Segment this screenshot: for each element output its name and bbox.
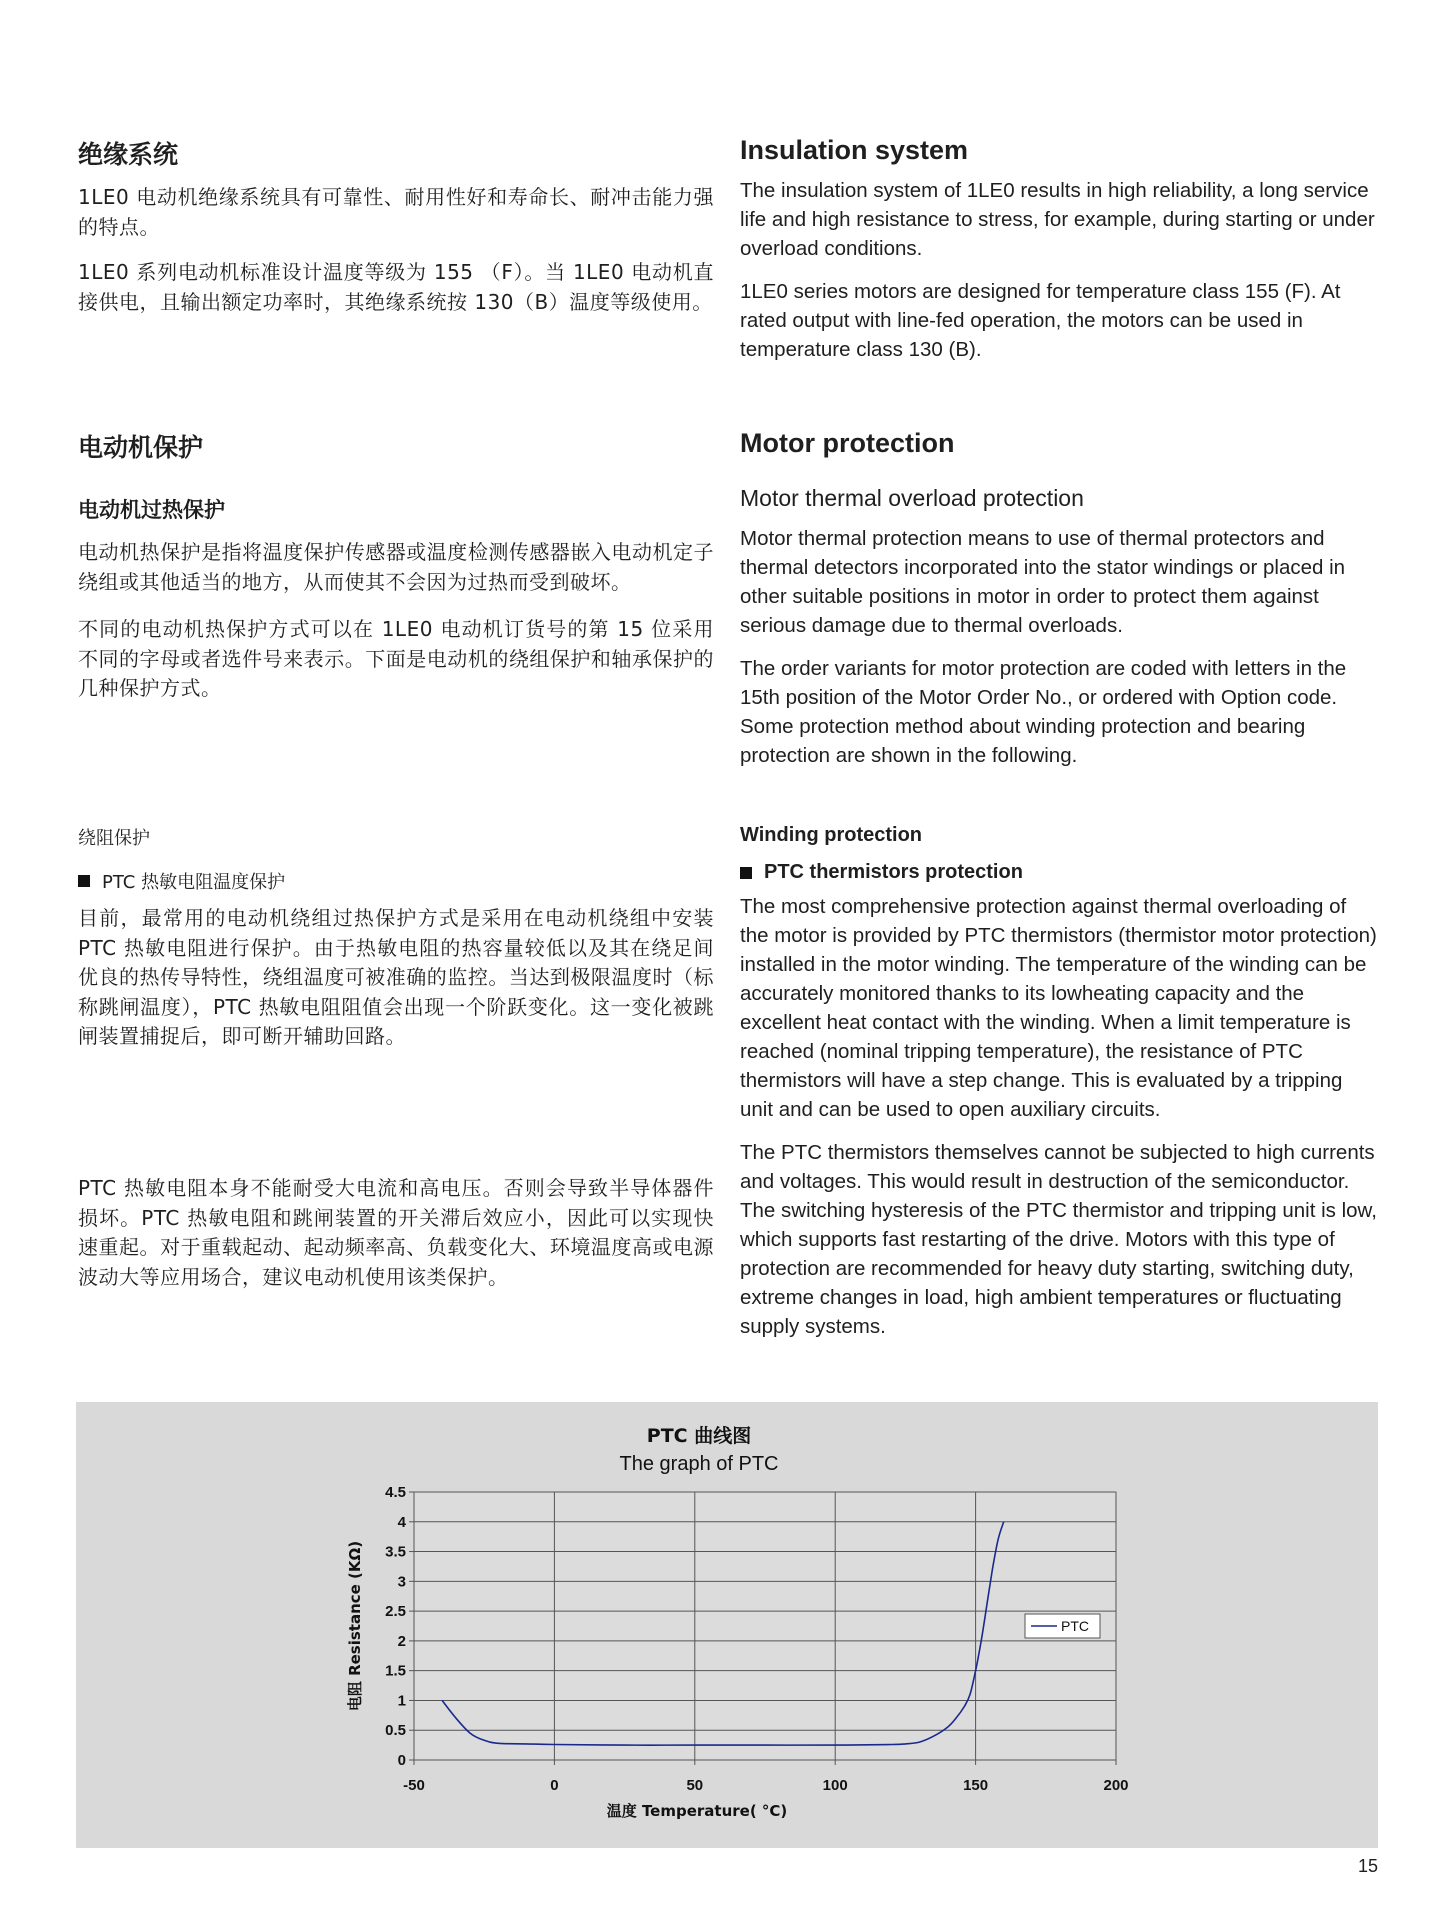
right-column (740, 135, 1380, 364)
insulation-p2-zh: 1LE0 系列电动机标准设计温度等级为 155 （F）。当 1LE0 电动机直接供电，且输出额定功率时，其绝缘系统按 130（B）温度等级使用。 (78, 260, 714, 314)
y-tick-label: 3 (397, 1573, 406, 1591)
page-number: 15 (1357, 1856, 1378, 1876)
legend-label-ptc: PTC (1061, 1618, 1089, 1634)
ptc-bullet-label-zh: PTC 热敏电阻温度保护 (102, 872, 286, 893)
right-winding-section (740, 824, 1380, 1341)
x-tick-label: 100 (822, 1777, 848, 1794)
motor-thermal-p2-zh: 不同的电动机热保护方式可以在 1LE0 电动机订货号的第 15 位采用不同的字母或者选件号来表示。下面是电动机的绕组保护和轴承保护的几种保护方式。 (78, 617, 714, 700)
square-bullet-icon (78, 875, 90, 887)
motor-thermal-title-zh: 电动机过热保护 (78, 498, 225, 522)
winding-title-zh: 绕阻保护 (78, 828, 150, 849)
chart-legend (1025, 1614, 1100, 1638)
insulation-p1-en: The insulation system of 1LE0 results in high reliability, a long service life and high resistance to stress, for example, during starting or under overload conditions. (740, 179, 1375, 260)
x-tick-label: 150 (963, 1777, 989, 1794)
ptc-chart (76, 1402, 1378, 1848)
chart-ylabel: 电阻 Resistance (KΩ) (346, 1540, 364, 1712)
winding-p1-zh: 目前，最常用的电动机绕组过热保护方式是采用在电动机绕组中安装 PTC 热敏电阻进行保护。由于热敏电阻的热容量较低以及其在绕足间优良的热传导特性，绕组温度可被准确的监控。当达到极限温度时（标称跳闸温度），PTC 热敏电阻阻值会出现一个阶跃变化。这一变化被跳闸装置捕捉后，即可断开辅助回路。 (78, 906, 714, 1048)
motor-protection-title-en: Motor protection (740, 428, 955, 458)
motor-thermal-title-en: Motor thermal overload protection (740, 485, 1084, 511)
left-winding-p2 (78, 1174, 714, 1292)
chart-subtitle: The graph of PTC (619, 1453, 779, 1475)
winding-title-en: Winding protection (740, 824, 923, 846)
left-motor-section (78, 428, 714, 704)
winding-p2-zh: PTC 热敏电阻本身不能耐受大电流和高电压。否则会导致半导体器件损坏。PTC 热敏电阻和跳闸装置的开关滞后效应小，因此可以实现快速重起。对于重载起动、起动频率高、负载变化大、环境温度高或电源波动大等应用场合，建议电动机使用该类保护。 (78, 1176, 714, 1289)
x-tick-label: 200 (1103, 1777, 1129, 1794)
right-motor-section (740, 428, 1380, 770)
y-tick-label: 0 (397, 1752, 406, 1769)
insulation-title-zh: 绝缘系统 (78, 140, 179, 169)
insulation-title-en: Insulation system (740, 135, 969, 165)
x-tick-label: 0 (550, 1777, 559, 1794)
winding-p2-en: The PTC thermistors themselves cannot be subjected to high currents and voltages. This would result in destruction of the semiconductor. The switching hysteresis of the PTC thermistor and tripping unit is low, which supports fast restarting of the drive. Motors with this type of protection are recommended for heavy duty starting, switching duty, extreme changes in load, high ambient temperatures or fluctuating supply systems. (740, 1141, 1377, 1338)
square-bullet-icon (740, 867, 752, 879)
x-tick-label: 50 (686, 1777, 704, 1794)
y-tick-label: 4 (397, 1513, 406, 1531)
insulation-p2-en: 1LE0 series motors are designed for temperature class 155 (F). At rated output with line-fed operation, the motors can be used in temperature class 130 (B). (740, 280, 1341, 361)
motor-protection-title-zh: 电动机保护 (78, 433, 204, 462)
y-tick-label: 4.5 (385, 1484, 406, 1501)
x-tick-label: -50 (403, 1777, 425, 1794)
y-tick-label: 3.5 (385, 1543, 406, 1561)
chart-title: PTC 曲线图 (646, 1425, 752, 1447)
y-tick-label: 2.5 (385, 1603, 406, 1621)
ptc-chart-panel (76, 1402, 1378, 1848)
plot-area (414, 1492, 1116, 1760)
insulation-p1-zh: 1LE0 电动机绝缘系统具有可靠性、耐用性好和寿命长、耐冲击能力强的特点。 (78, 185, 714, 239)
left-winding-section (78, 824, 714, 1052)
ptc-bullet-label-en: PTC thermistors protection (764, 861, 1023, 883)
left-column (78, 135, 714, 317)
ptc-bullet-zh (78, 868, 714, 894)
motor-thermal-p1-en: Motor thermal protection means to use of thermal protectors and thermal detectors incorporated into the stator windings or placed in other suitable positions in motor in order to protect them against serious damage due to thermal overloads. (740, 527, 1346, 637)
ptc-bullet-en (740, 861, 1380, 884)
y-tick-label: 2 (397, 1632, 406, 1650)
y-tick-label: 0.5 (385, 1722, 406, 1740)
motor-thermal-p2-en: The order variants for motor protection are coded with letters in the 15th position of the Motor Order No., or ordered with Option code. Some protection method about winding protection and bearing protection are shown in the following. (740, 657, 1347, 767)
chart-xlabel: 温度 Temperature( °C) (606, 1802, 788, 1820)
y-tick-label: 1 (397, 1692, 406, 1710)
winding-p1-en: The most comprehensive protection against thermal overloading of the motor is provided by PTC thermistors (thermistor motor protection) installed in the motor winding. The temperature of the winding can be accurately monitored thanks to its lowheating capacity and the excellent heat contact with the winding. When a limit temperature is reached (nominal tripping temperature), the resistance of PTC thermistors will have a step change. This is evaluated by a tripping unit and can be used to open auxiliary circuits. (740, 895, 1377, 1121)
motor-thermal-p1-zh: 电动机热保护是指将温度保护传感器或温度检测传感器嵌入电动机定子绕组或其他适当的地方，从而使其不会因为过热而受到破坏。 (78, 540, 714, 594)
y-tick-label: 1.5 (385, 1662, 406, 1680)
